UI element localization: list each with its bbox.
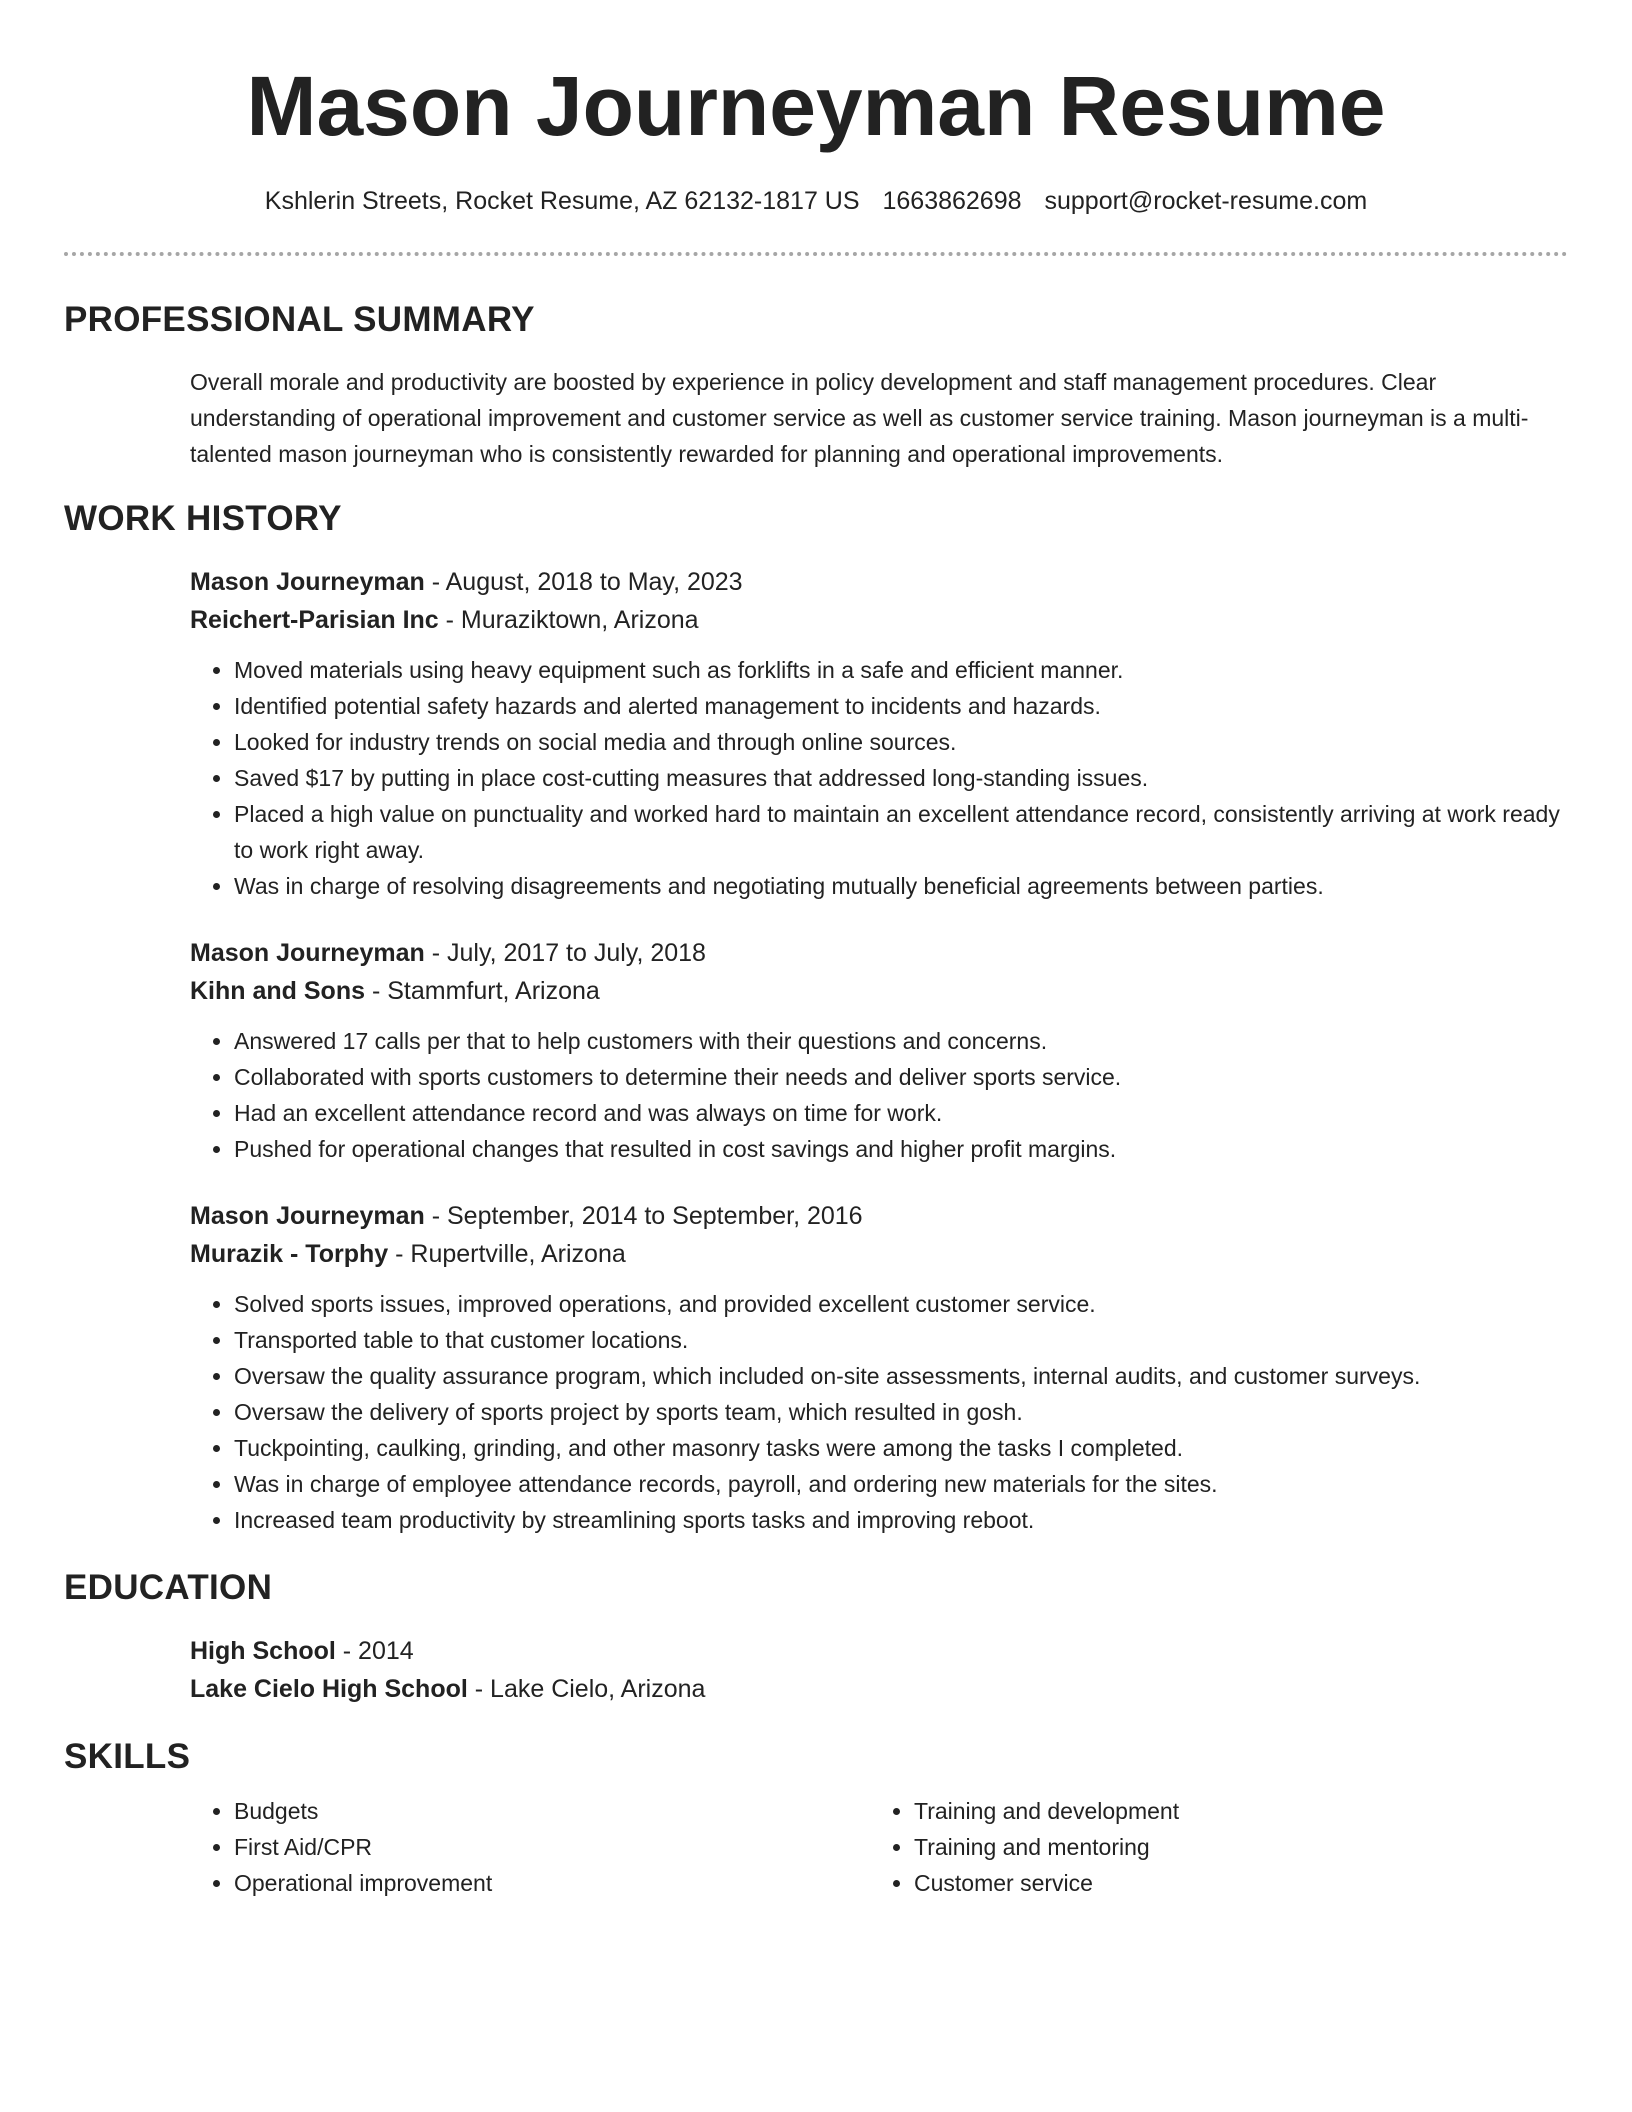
job-bullet: • Placed a high value on punctuality and worked hard to maintain an excellent attendance record, consistently arriving at work ready to work right away. [234, 796, 1584, 868]
job-bullet: • Oversaw the delivery of sports project by sports team, which resulted in gosh. [234, 1394, 1584, 1430]
skills-list-right [870, 1793, 1550, 1901]
professional-summary-section [64, 298, 1568, 472]
skill-item: • Training and development [914, 1793, 1550, 1829]
job-bullet: • Was in charge of resolving disagreements and negotiating mutually beneficial agreements between parties. [234, 868, 1584, 904]
job-bullet: • Transported table to that customer locations. [234, 1322, 1584, 1358]
summary-text: Overall morale and productivity are boosted by experience in policy development and staff management procedures. Clear understanding of operational improvement and customer service as well as customer service training. Mason journeyman is a multi-talented mason journeyman who is consistently rewarded for planning and operational improvements. [190, 369, 1529, 467]
graduation-year: - 2014 [335, 1637, 414, 1665]
skill-item: • First Aid/CPR [234, 1829, 870, 1865]
job-company-line [190, 972, 1568, 1010]
job-company: Kihn and Sons [190, 977, 365, 1005]
job-bullet: • Pushed for operational changes that resulted in cost savings and higher profit margins. [234, 1131, 1584, 1167]
job-bullet: • Looked for industry trends on social media and through online sources. [234, 724, 1584, 760]
job-title: Mason Journeyman [190, 1202, 425, 1230]
job-title-line [190, 563, 1568, 601]
school-name: Lake Cielo High School [190, 1675, 468, 1703]
job-bullets [190, 652, 1584, 904]
job-dates: - July, 2017 to July, 2018 [424, 939, 706, 967]
education-section [64, 1566, 1568, 1708]
job-bullet: • Tuckpointing, caulking, grinding, and other masonry tasks were among the tasks I completed. [234, 1430, 1584, 1466]
contact-phone: 1663862698 [882, 187, 1022, 215]
job-bullet: • Moved materials using heavy equipment such as forklifts in a safe and efficient manner. [234, 652, 1584, 688]
job-location: - Muraziktown, Arizona [438, 606, 699, 634]
school-location: - Lake Cielo, Arizona [467, 1675, 706, 1703]
skills-section [64, 1735, 1568, 1901]
job-company: Murazik - Torphy [190, 1240, 389, 1268]
job-location: - Stammfurt, Arizona [365, 977, 600, 1005]
work-history-section [64, 497, 1568, 1538]
job-company-line [190, 1235, 1568, 1273]
degree-line [190, 1632, 1568, 1670]
job-bullets [190, 1023, 1584, 1167]
resume-title: Mason Journeyman Resume [246, 59, 1386, 153]
section-heading-skills: SKILLS [64, 1737, 191, 1776]
section-heading-work: WORK HISTORY [64, 499, 342, 538]
job-bullet: • Solved sports issues, improved operations, and provided excellent customer service. [234, 1286, 1584, 1322]
job-bullets [190, 1286, 1584, 1538]
job-bullet: • Saved $17 by putting in place cost-cutting measures that addressed long-standing issues. [234, 760, 1584, 796]
skill-item: • Customer service [914, 1865, 1550, 1901]
job-bullet: • Identified potential safety hazards and alerted management to incidents and hazards. [234, 688, 1584, 724]
skill-item: • Budgets [234, 1793, 870, 1829]
contact-email: support@rocket-resume.com [1044, 187, 1368, 215]
school-line [190, 1670, 1568, 1708]
skill-item: • Operational improvement [234, 1865, 870, 1901]
skills-list-left [190, 1793, 870, 1901]
job-entry [190, 934, 1568, 1167]
job-bullet: • Had an excellent attendance record and was always on time for work. [234, 1095, 1584, 1131]
job-entry [190, 1197, 1568, 1538]
skills-columns [190, 1793, 1568, 1901]
job-dates: - September, 2014 to September, 2016 [424, 1202, 863, 1230]
job-title: Mason Journeyman [190, 568, 425, 596]
job-bullet: • Oversaw the quality assurance program, which included on-site assessments, internal audits, and customer surveys. [234, 1358, 1584, 1394]
job-title-line [190, 934, 1568, 972]
job-bullet: • Increased team productivity by streamlining sports tasks and improving reboot. [234, 1502, 1584, 1538]
job-title: Mason Journeyman [190, 939, 425, 967]
contact-address: Kshlerin Streets, Rocket Resume, AZ 62132-1817 US [264, 187, 860, 215]
section-heading-education: EDUCATION [64, 1568, 273, 1607]
degree: High School [190, 1637, 336, 1665]
education-entry [190, 1632, 1568, 1708]
job-company: Reichert-Parisian Inc [190, 606, 439, 634]
job-bullet: • Answered 17 calls per that to help customers with their questions and concerns. [234, 1023, 1584, 1059]
section-heading-summary: PROFESSIONAL SUMMARY [64, 300, 535, 339]
contact-info [64, 184, 1568, 218]
job-title-line [190, 1197, 1568, 1235]
job-bullet: • Collaborated with sports customers to determine their needs and deliver sports service. [234, 1059, 1584, 1095]
header-divider [64, 252, 1568, 256]
skill-item: • Training and mentoring [914, 1829, 1550, 1865]
job-bullet: • Was in charge of employee attendance records, payroll, and ordering new materials for the sites. [234, 1466, 1584, 1502]
job-location: - Rupertville, Arizona [388, 1240, 626, 1268]
job-dates: - August, 2018 to May, 2023 [424, 568, 743, 596]
job-company-line [190, 601, 1568, 639]
job-entry [190, 563, 1568, 904]
